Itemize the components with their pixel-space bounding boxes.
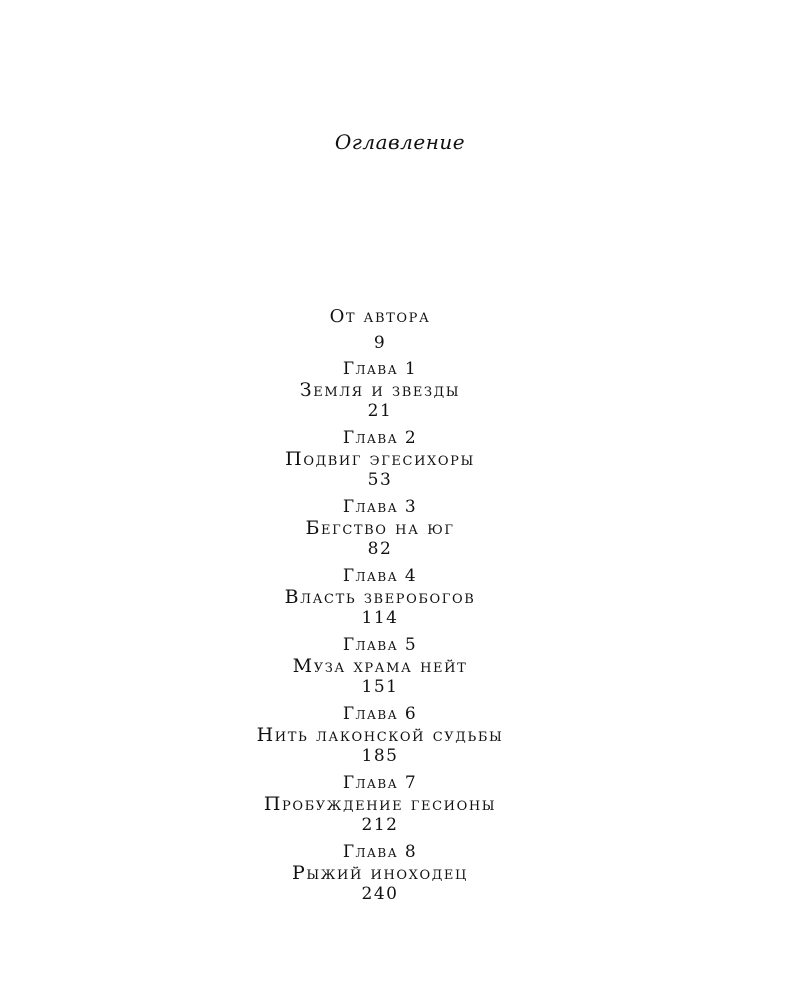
toc-list [0, 306, 760, 911]
page-title: Оглавление [334, 130, 466, 154]
chapter-title: Власть зверобогов [284, 586, 476, 608]
chapter-title: Подвиг эгесихоры [285, 448, 475, 470]
toc-entry-chapter-6[interactable] [0, 704, 760, 766]
chapter-title: Бегство на юг [305, 517, 455, 539]
chapter-page-number: 212 [361, 815, 399, 835]
toc-entry-chapter-2[interactable] [0, 428, 760, 490]
toc-entry-chapter-1[interactable] [0, 359, 760, 421]
toc-entry-chapter-7[interactable] [0, 773, 760, 835]
preface-page-number: 9 [373, 333, 387, 353]
chapter-title: Пробуждение гесионы [263, 793, 497, 815]
chapter-page-number: 240 [361, 884, 399, 904]
chapter-title: Земля и звезды [299, 379, 461, 401]
chapter-label: Глава 3 [342, 497, 418, 517]
toc-entry-preface[interactable] [0, 306, 760, 353]
toc-entry-chapter-8[interactable] [0, 842, 760, 904]
toc-entry-chapter-5[interactable] [0, 635, 760, 697]
toc-entry-chapter-4[interactable] [0, 566, 760, 628]
chapter-label: Глава 6 [342, 704, 418, 724]
chapter-title: Нить лаконской судьбы [256, 724, 504, 746]
chapter-label: Глава 2 [342, 428, 418, 448]
chapter-label: Глава 5 [342, 635, 418, 655]
chapter-page-number: 53 [367, 470, 393, 490]
chapter-label: Глава 7 [342, 773, 418, 793]
chapter-page-number: 185 [361, 746, 399, 766]
toc-entry-chapter-3[interactable] [0, 497, 760, 559]
chapter-page-number: 82 [367, 539, 393, 559]
chapter-label: Глава 8 [342, 842, 418, 862]
chapter-label: Глава 4 [342, 566, 418, 586]
chapter-label: Глава 1 [342, 359, 418, 379]
chapter-page-number: 114 [361, 608, 399, 628]
chapter-title: Рыжий иноходец [292, 862, 468, 884]
chapter-page-number: 151 [361, 677, 399, 697]
preface-title: От автора [329, 306, 431, 327]
chapter-title: Муза храма нейт [292, 655, 468, 677]
chapter-page-number: 21 [367, 401, 393, 421]
